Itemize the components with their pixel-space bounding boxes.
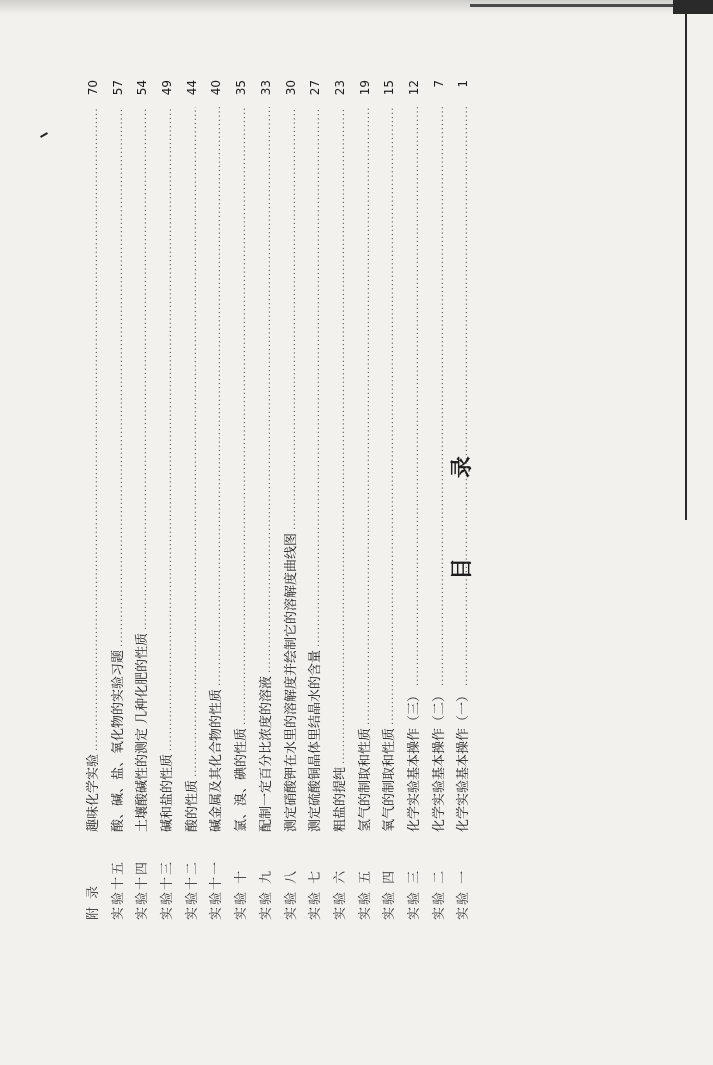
toc-entry bbox=[279, 80, 304, 920]
entry-page-number: 40 bbox=[209, 80, 224, 96]
entry-title: 酸、碱、盐、氧化物的实验习题 bbox=[110, 649, 126, 832]
entry-label: 实验十四 bbox=[135, 859, 151, 920]
dot-leader bbox=[404, 107, 429, 686]
toc-entry bbox=[106, 80, 131, 920]
toc-entry bbox=[427, 80, 452, 920]
entry-label: 实验 四 bbox=[382, 868, 398, 920]
entry-title: 配制一定百分比浓度的溶液 bbox=[258, 675, 274, 832]
entry-label: 实验 六 bbox=[332, 868, 348, 920]
toc-entry bbox=[130, 80, 155, 920]
toc-entry bbox=[353, 80, 378, 920]
entry-page-number: 44 bbox=[184, 80, 199, 96]
entry-label: 实验 十 bbox=[234, 868, 250, 920]
toc-entry bbox=[229, 80, 254, 920]
toc-entry bbox=[451, 80, 476, 920]
dot-leader bbox=[206, 107, 231, 686]
scan-artifact bbox=[685, 0, 687, 520]
entry-label: 实验十二 bbox=[184, 859, 200, 920]
entry-label: 实验 八 bbox=[283, 868, 299, 920]
dot-leader bbox=[83, 107, 108, 751]
toc-entry bbox=[204, 80, 229, 920]
scan-artifact bbox=[673, 0, 713, 14]
entry-label: 附 录 bbox=[86, 883, 101, 920]
toc-page bbox=[73, 80, 503, 920]
dot-leader bbox=[453, 107, 478, 686]
dot-leader bbox=[281, 107, 306, 530]
entry-title: 氢气的制取和性质 bbox=[357, 727, 373, 832]
entry-page-number: 33 bbox=[258, 80, 273, 96]
entry-label: 实验 五 bbox=[357, 868, 373, 920]
entry-title: 趣味化学实验 bbox=[86, 753, 101, 832]
entry-page-number: 30 bbox=[283, 80, 298, 96]
toc-entry bbox=[155, 80, 180, 920]
entry-page-number: 70 bbox=[86, 80, 100, 96]
toc-entry bbox=[377, 80, 402, 920]
entry-label: 实验 三 bbox=[406, 868, 422, 920]
dot-leader bbox=[429, 107, 454, 686]
dot-leader bbox=[132, 107, 157, 630]
toc-entry bbox=[180, 80, 205, 920]
dot-leader bbox=[330, 107, 355, 764]
scan-edge bbox=[0, 0, 713, 14]
toc-entry bbox=[303, 80, 328, 920]
entry-page-number: 1 bbox=[456, 80, 471, 88]
entry-label: 实验 二 bbox=[431, 868, 447, 920]
entry-label: 实验 七 bbox=[308, 868, 324, 920]
scan-artifact bbox=[470, 4, 685, 7]
entry-page-number: 27 bbox=[308, 80, 323, 96]
scan-mark bbox=[40, 132, 48, 138]
entry-title: 酸的性质 bbox=[184, 779, 200, 832]
entry-page-number: 35 bbox=[234, 80, 249, 96]
entry-page-number: 49 bbox=[160, 80, 175, 96]
dot-leader bbox=[379, 107, 404, 725]
entry-page-number: 57 bbox=[110, 80, 125, 96]
dot-leader bbox=[305, 107, 330, 647]
entry-title: 测定硝酸钾在水里的溶解度并绘制它的溶解度曲线图 bbox=[283, 532, 299, 832]
dot-leader bbox=[182, 107, 207, 777]
entry-title: 氯、溴、碘的性质 bbox=[234, 727, 250, 832]
toc-entry bbox=[254, 80, 279, 920]
entry-title: 氧气的制取和性质 bbox=[382, 727, 398, 832]
entry-page-number: 7 bbox=[431, 80, 446, 88]
entry-title: 碱和盐的性质 bbox=[160, 753, 176, 832]
entry-page-number: 23 bbox=[332, 80, 347, 96]
entry-page-number: 54 bbox=[135, 80, 150, 96]
dot-leader bbox=[108, 107, 133, 647]
entry-title: 测定硫酸铜晶体里结晶水的含量 bbox=[308, 649, 324, 832]
entry-label: 实验 九 bbox=[258, 868, 274, 920]
toc-list bbox=[81, 80, 476, 920]
entry-title: 土壤酸碱性的测定 几种化肥的性质 bbox=[135, 632, 151, 832]
entry-title: 化学实验基本操作（一） bbox=[456, 688, 472, 832]
dot-leader bbox=[157, 107, 182, 751]
entry-title: 化学实验基本操作（二） bbox=[431, 688, 447, 832]
entry-label: 实验十三 bbox=[160, 859, 176, 920]
toc-entry bbox=[81, 80, 106, 920]
dot-leader bbox=[231, 107, 256, 725]
page-title: 目 录 bbox=[450, 420, 475, 580]
entry-page-number: 19 bbox=[357, 80, 372, 96]
entry-label: 实验十五 bbox=[110, 859, 126, 920]
dot-leader bbox=[355, 107, 380, 725]
toc-entry bbox=[328, 80, 353, 920]
entry-page-number: 15 bbox=[382, 80, 397, 96]
dot-leader bbox=[256, 107, 281, 673]
entry-title: 粗盐的提纯 bbox=[332, 766, 348, 832]
entry-title: 碱金属及其化合物的性质 bbox=[209, 688, 225, 832]
entry-label: 实验 一 bbox=[456, 868, 472, 920]
entry-page-number: 12 bbox=[406, 80, 421, 96]
entry-label: 实验十一 bbox=[209, 859, 225, 920]
entry-title: 化学实验基本操作（三） bbox=[406, 688, 422, 832]
toc-entry bbox=[402, 80, 427, 920]
